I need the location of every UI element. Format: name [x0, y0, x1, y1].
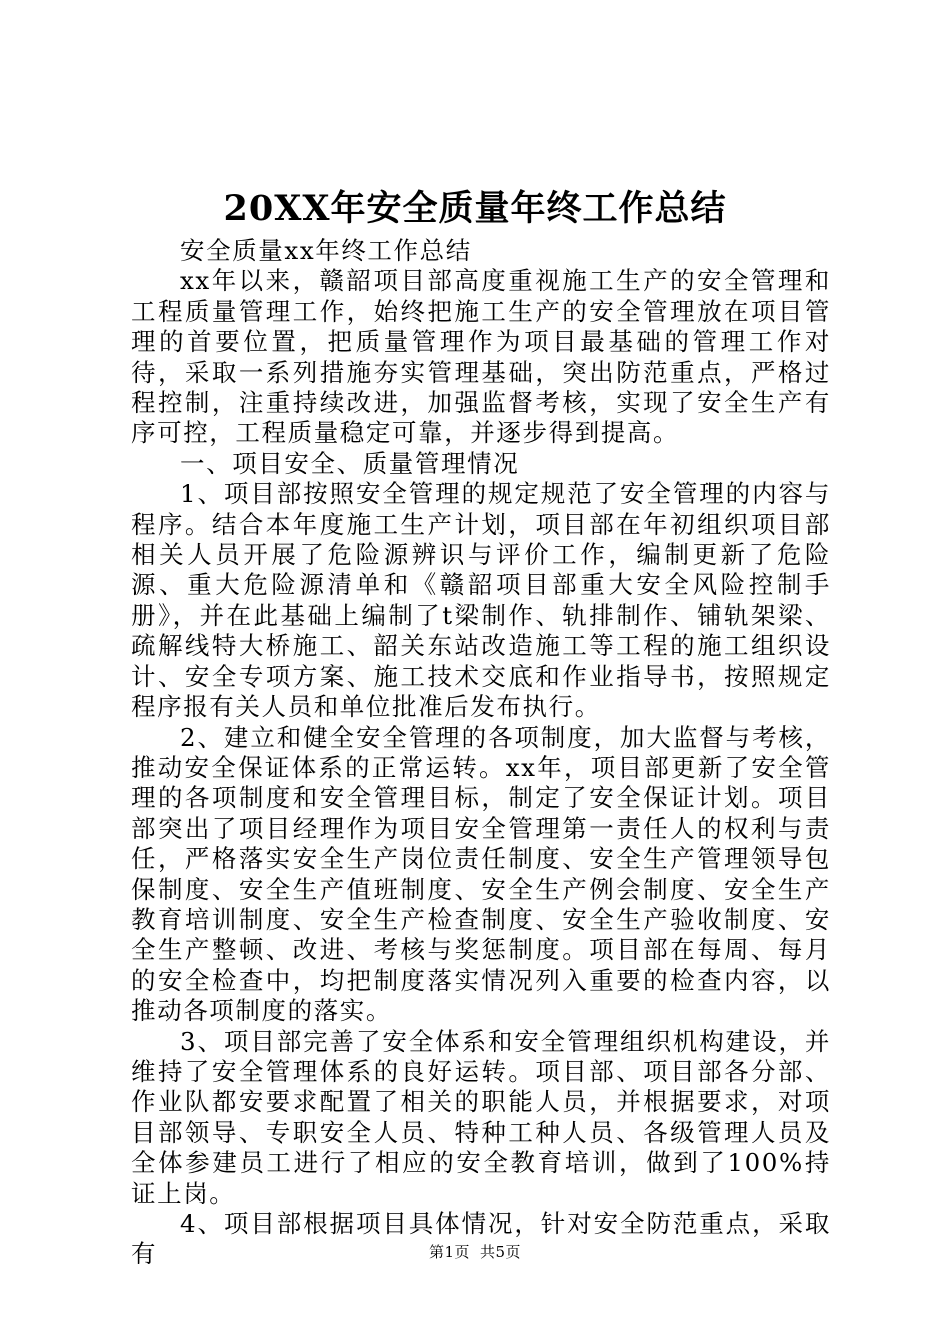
item-3-paragraph: 3、项目部完善了安全体系和安全管理组织机构建设，并维持了安全管理体系的良好运转。项目部、项目部各分部、作业队都安要求配置了相关的职能人员，并根据要求，对项目部领导、专职安全人员、特种工种人员、各级管理人员及全体参建员工进行了相应的安全教育培训，做到了100%持证上岗。: [131, 1026, 831, 1208]
page-total: 共5页: [480, 1243, 522, 1261]
section-heading: 一、项目安全、质量管理情况: [180, 448, 520, 478]
page-footer: [0, 1242, 950, 1262]
document-title: 20XX年安全质量年终工作总结: [223, 188, 727, 229]
subtitle-paragraph: 安全质量xx年终工作总结: [180, 236, 472, 265]
intro-paragraph: xx年以来，赣韶项目部高度重视施工生产的安全管理和工程质量管理工作，始终把施工生产的安全管理放在项目管理的首要位置，把质量管理作为项目最基础的管理工作对待，采取一系列措施夯实管理基础，突出防范重点，严格过程控制，注重持续改进，加强监督考核，实现了安全生产有序可控，工程质量稳定可靠，并逐步得到提高。: [131, 266, 831, 448]
item-1-paragraph: 1、项目部按照安全管理的规定规范了安全管理的内容与程序。结合本年度施工生产计划，项目部在年初组织项目部相关人员开展了危险源辨识与评价工作，编制更新了危险源、重大危险源清单和《赣韶项目部重大安全风险控制手册》，并在此基础上编制了t梁制作、轨排制作、铺轨架梁、疏解线特大桥施工、韶关东站改造施工等工程的施工组织设计、安全专项方案、施工技术交底和作业指导书，按照规定程序报有关人员和单位批准后发布执行。: [131, 479, 831, 722]
item-4-paragraph: 4、项目部根据项目具体情况，针对安全防范重点，采取有: [131, 1209, 831, 1269]
page-number: 第1页: [428, 1243, 470, 1261]
item-2-paragraph: 2、建立和健全安全管理的各项制度，加大监督与考核，推动安全保证体系的正常运转。xx年，项目部更新了安全管理的各项制度和安全管理目标，制定了安全保证计划。项目部突出了项目经理作为项目安全管理第一责任人的权利与责任，严格落实安全生产岗位责任制度、安全生产管理领导包保制度、安全生产值班制度、安全生产例会制度、安全生产教育培训制度、安全生产检查制度、安全生产验收制度、安全生产整顿、改进、考核与奖惩制度。项目部在每周、每月的安全检查中，均把制度落实情况列入重要的检查内容，以推动各项制度的落实。: [131, 722, 831, 1026]
document-body: [131, 236, 831, 1270]
